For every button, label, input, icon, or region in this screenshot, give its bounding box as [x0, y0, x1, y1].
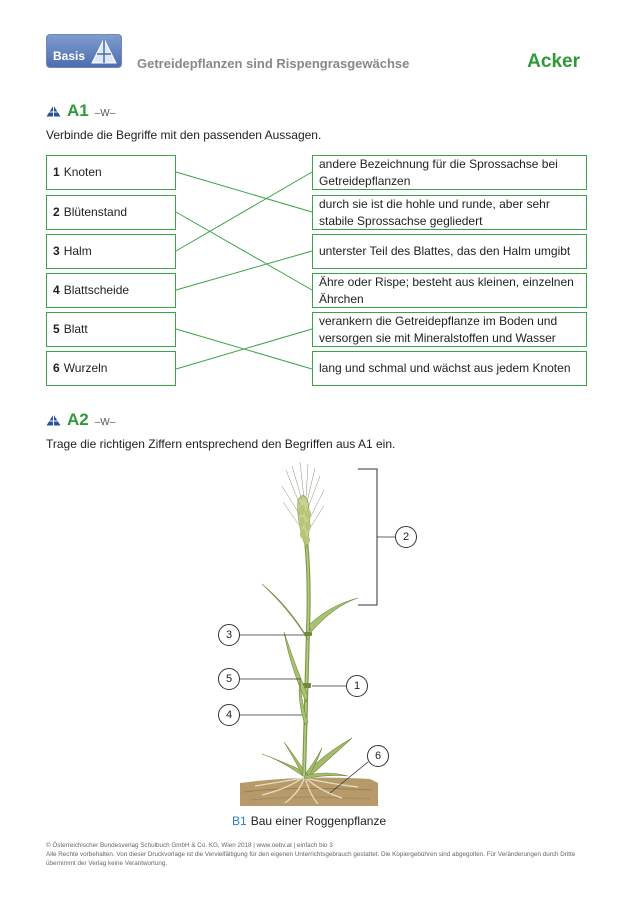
task-a2-instruction: Trage die richtigen Ziffern entsprechend den Begriffen aus A1 ein. — [46, 437, 396, 451]
term-number: 4 — [53, 283, 60, 297]
callout-leaf-sheath[interactable]: 4 — [218, 704, 240, 726]
task-number: A2 — [67, 410, 89, 429]
footer-rights: Alle Rechte vorbehalten. Von dieser Druckvorlage ist die Vervielfältigung für den eigenen Unterrichtsgebrauch gestattet. Die Kopiergebühren sind abgegolten. Für Veränderungen durch Dritte übernimmt der Verlag keine Verantwortung. — [46, 851, 576, 867]
footer-copyright: © Österreichischer Bundesverlag Schulbuch GmbH & Co. KG, Wien 2018 | www.oebv.at | einfach bio 3 — [46, 842, 333, 849]
term-label: Blatt — [63, 322, 88, 336]
figure-label: B1 — [232, 814, 247, 828]
footer — [46, 841, 586, 868]
statement-box-5[interactable]: verankern die Getreidepflanze im Boden und versorgen sie mit Mineralstoffen und Wasser — [312, 312, 587, 347]
statement-box-6[interactable]: lang und schmal und wächst aus jedem Knoten — [312, 351, 587, 386]
figure-caption — [232, 814, 386, 828]
callout-inflorescence[interactable]: 2 — [395, 526, 417, 548]
term-label: Wurzeln — [63, 361, 108, 375]
figure-caption-text: Bau einer Roggenpflanze — [250, 814, 387, 828]
document-title: Getreidepflanzen sind Rispengrasgewächse — [137, 56, 410, 71]
term-label: Blütenstand — [63, 205, 128, 219]
callout-stalk[interactable]: 3 — [218, 624, 240, 646]
term-label: Knoten — [63, 165, 102, 179]
statement-box-4[interactable]: Ähre oder Rispe; besteht aus kleinen, einzelnen Ährchen — [312, 273, 587, 308]
term-number: 5 — [53, 322, 60, 336]
soil — [240, 778, 378, 806]
term-number: 1 — [53, 165, 60, 179]
term-number: 2 — [53, 205, 60, 219]
term-label: Halm — [63, 244, 92, 258]
statement-box-2[interactable]: durch sie ist die hohle und runde, aber sehr stabile Sprossachse gegliedert — [312, 195, 587, 230]
statement-box-1[interactable]: andere Bezeichnung für die Sprossachse bei Getreidepflanzen — [312, 155, 587, 190]
term-number: 6 — [53, 361, 60, 375]
rye-ear — [282, 462, 324, 548]
logo-text: Basis — [53, 49, 86, 63]
task-a1-instruction: Verbinde die Begriffe mit den passenden Aussagen. — [46, 128, 322, 142]
task-code: –W– — [94, 108, 116, 119]
callout-node[interactable]: 1 — [346, 675, 368, 697]
callout-leaf[interactable]: 5 — [218, 668, 240, 690]
statement-box-3[interactable]: unterster Teil des Blattes, das den Halm umgibt — [312, 234, 587, 269]
callout-roots[interactable]: 6 — [367, 745, 389, 767]
task-number: A1 — [67, 101, 89, 120]
term-number: 3 — [53, 244, 60, 258]
task-code: –W– — [94, 417, 116, 428]
basal-leaves — [262, 738, 352, 779]
bracket — [358, 469, 377, 605]
subject-label: Acker — [527, 51, 580, 72]
term-label: Blattscheide — [63, 283, 130, 297]
